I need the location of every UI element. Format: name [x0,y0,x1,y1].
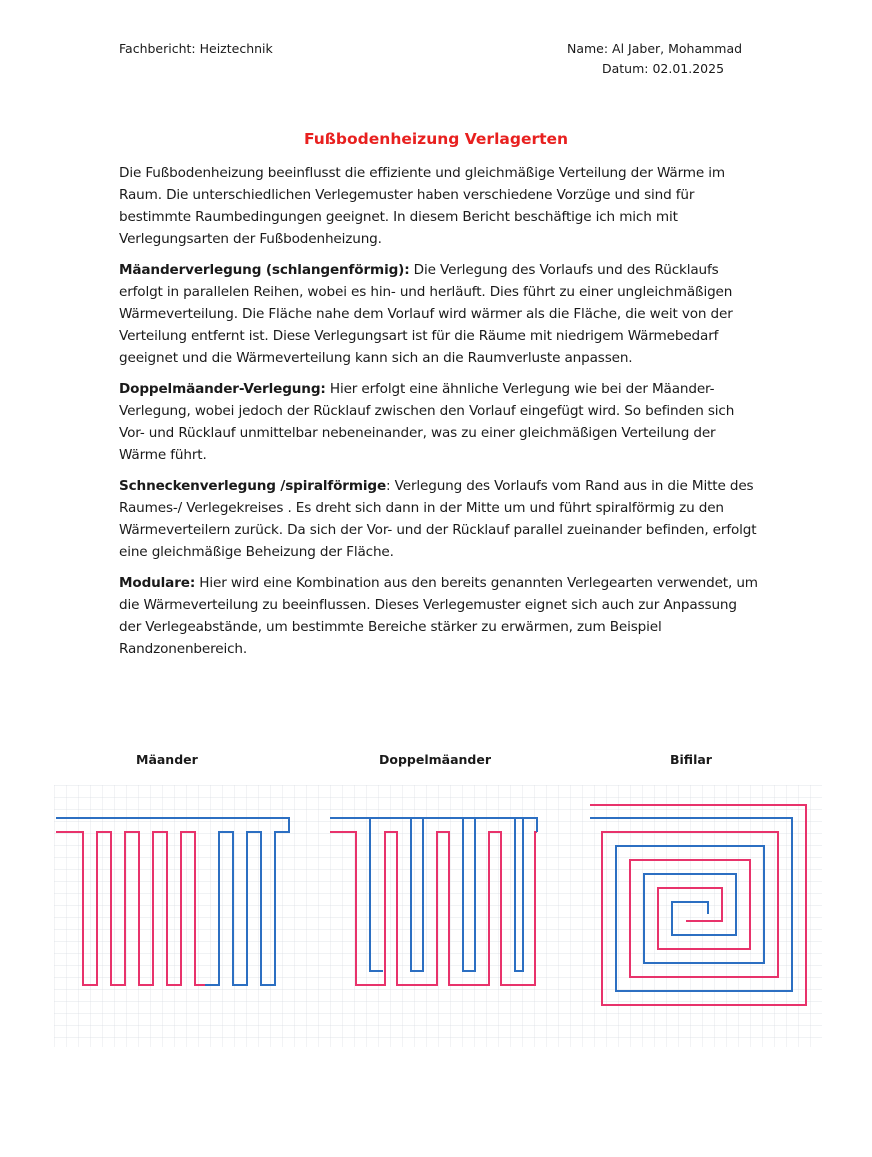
header-date: Datum: 02.01.2025 [602,61,725,76]
section-text: : Verlegung des Vorlaufs vom Rand aus in die Mitte des Raumes-/ Verlegekreises . Es dreht sich dann in der Mitte um und führt spiralförmig zu den Wärmeverteilern zurück. Da sich der Vor- und der Rücklauf parallel zueinander befinden, erfolgt eine gleichmäßige Beheizung der Fläche. [119,478,757,560]
section-text: Die Verlegung des Vorlaufs und des Rücklaufs erfolgt in parallelen Reihen, wobei es hin- und herläuft. Dies führt zu einer ungleichmäßigen Wärmeverteilung. Die Fläche nahe dem Vorlauf wird wärmer als die Fläche, die weit von der Verteilung entfernt ist. Diese Verlegungsart ist für die Räume mit niedrigem Wärmebedarf geeignet und die Wärmeverteilung kann sich an die Raumverluste anpassen. [119,262,733,366]
section-heading: Doppelmäander-Verlegung: [119,381,326,397]
section-heading: Schneckenverlegung /spiralförmige [119,478,387,494]
header-author: Name: Al Jaber, Mohammad [567,41,743,56]
section-heading: Mäanderverlegung (schlangenförmig): [119,262,410,278]
figure-label-meander: Mäander [136,752,198,767]
document-title: Fußbodenheizung Verlagerten [303,130,569,148]
document-body [119,162,759,669]
figure-label-bifilar: Bifilar [670,752,712,767]
section-text: Hier erfolgt eine ähnliche Verlegung wie bei der Mäander-Verlegung, wobei jedoch der Rücklauf zwischen den Vorlauf eingefügt wird. So befinden sich Vor- und Rücklauf unmittelbar nebeneinander, was zu einer gleichmäßigen Verteilung der Wärme führt. [119,381,735,463]
laying-patterns-figure [54,785,822,1047]
section-meander [119,259,759,369]
intro-paragraph: Die Fußbodenheizung beeinflusst die effiziente und gleichmäßige Verteilung der Wärme im Raum. Die unterschiedlichen Verlegemuster haben verschiedene Vorzüge und sind für bestimmte Raumbedingungen geeignet. In diesem Bericht beschäftige ich mich mit Verlegungsarten der Fußbodenheizung. [119,165,725,247]
section-modular [119,572,759,660]
figure-label-double-meander: Doppelmäander [379,752,492,767]
section-double-meander [119,378,759,466]
header-subject: Fachbericht: Heiztechnik [119,41,273,56]
section-text: Hier wird eine Kombination aus den bereits genannten Verlegearten verwendet, um die Wärmeverteilung zu beeinflussen. Dieses Verlegemuster eignet sich auch zur Anpassung der Verlegeabstände, um bestimmte Bereiche stärker zu erwärmen, zum Beispiel Randzonenbereich. [119,575,758,657]
section-heading: Modulare: [119,575,196,591]
section-spiral [119,475,759,563]
